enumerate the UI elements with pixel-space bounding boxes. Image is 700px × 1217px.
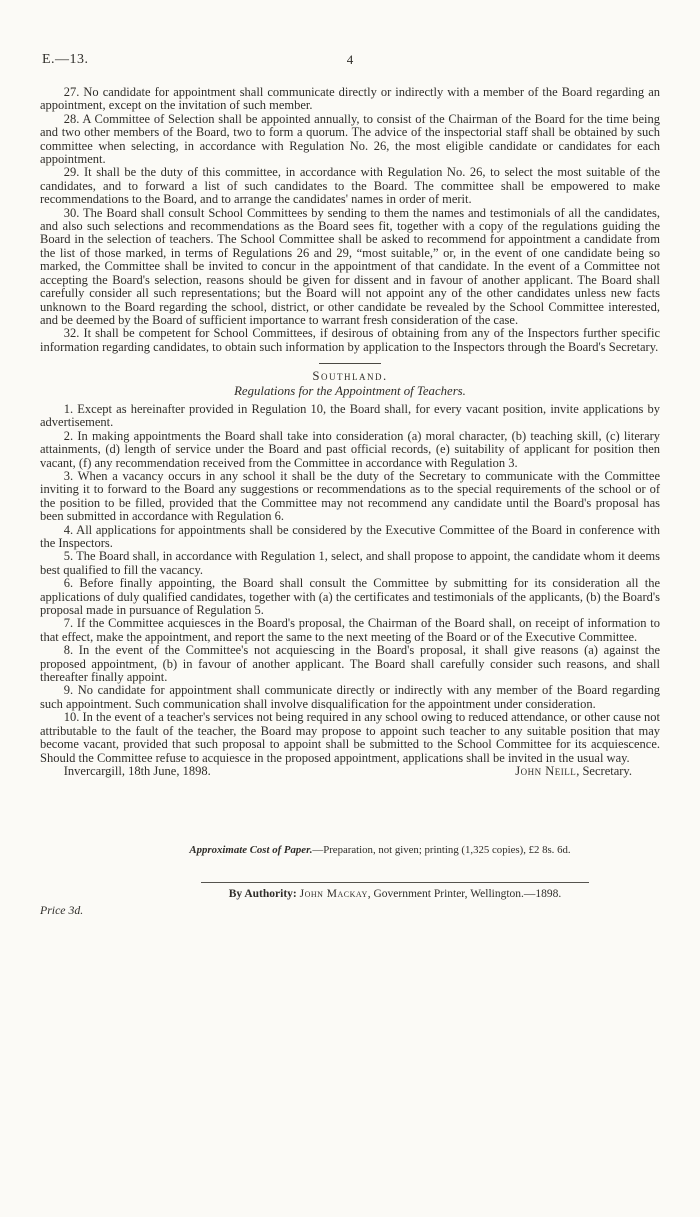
printer-name: John Mackay [299,888,368,901]
cost-note-label: Approximate Cost of Paper. [189,844,313,857]
regulation-2: 2. In making appointments the Board shall take into consideration (a) moral character, (b) teaching skill, (c) literary attainments, (d) length of service under the Board and past official records, (e) suitability of applicant for position then vacant, (f) any recommendation received from the Committee in accordance with Regulation 3. [40,428,660,470]
page-header [40,52,660,70]
cost-note-detail: —Preparation, not given; printing (1,325 copies), £2 8s. 6d. [312,844,571,857]
regulation-3: 3. When a vacancy occurs in any school it shall be the duty of the Secretary to communicate with the Committee inviting it to forward to the Board any suggestions or recommendations as to the special requirements of the school or of the position to be filled, provided that the Committee may not recommend any candidate until the Board's proposal has been submitted in accordance with Regulation 6. [40,468,660,524]
paragraph-29: 29. It shall be the duty of this committee, in accordance with Regulation No. 26, to select the most suitable of the candidates, and to forward a list of such candidates to the Board. The committee shall be empowered to make recommendations to the Board, and to arrange the candidates' names in order of merit. [40,165,660,207]
cost-note [40,844,660,856]
authority-line [40,888,660,900]
signature-row [40,765,660,778]
regulation-6: 6. Before finally appointing, the Board shall consult the Committee by submitting for its consideration all the applications of duly qualified candidates, together with (a) the certificates and testimonials of the applicants, (b) the Board's proposal made in pursuance of Regulation 5. [40,576,660,618]
footer-divider [201,882,589,883]
secretary-name: John Neill [515,763,577,778]
page-number: 4 [346,52,354,67]
regulation-10: 10. In the event of a teacher's services not being required in any school owing to reduced attendance, or other cause not attributable to the fault of the teacher, the Board may propose to appoint such teacher to any suitable position that may become vacant, provided that such proposal to appoint shall be submitted to the School Committee for its acquiescence. Should the Committee refuse to acquiesce in the proposed appointment, applications shall be invited in the usual way. [40,710,660,765]
section-divider [319,363,381,364]
regulation-5: 5. The Board shall, in accordance with Regulation 1, select, and shall propose to appoint, the candidate whom it deems best qualified to fill the vacancy. [40,549,660,577]
section-subheading: Regulations for the Appointment of Teachers. [234,383,466,398]
signature-place-date: Invercargill, 18th June, 1898. [63,763,211,778]
regulation-1: 1. Except as hereinafter provided in Regulation 10, the Board shall, for every vacant position, invite applications by advertisement. [40,401,660,430]
authority-prefix: By Authority: [228,888,300,901]
regulation-8: 8. In the event of the Committee's not acquiescing in the Board's proposal, it shall give reasons (a) against the proposed appointment, (b) in favour of another applicant. The Board shall carefully consider such reasons, and shall thereafter finally appoint. [40,643,660,685]
signature-name [515,765,632,778]
regulation-9: 9. No candidate for appointment shall communicate directly or indirectly with any member of the Board regarding such appointment. Such communication shall involve disqualification for the appointment under consideration. [40,683,660,711]
section-heading: Southland. [312,369,388,384]
document-body [40,86,660,778]
secretary-title: , Secretary. [576,763,632,778]
paragraph-30: 30. The Board shall consult School Committees by sending to them the names and testimonials of all the candidates, and also such selections and recommendations as the Board sees fit, together with a copy of the regulations guiding the Board in the selection of teachers. The School Committee shall be asked to recommend for appointment a candidate from the list of those marked, in terms of Regulations 26 and 29, “most suitable,” or, in the event of one candidate being so marked, the Committee shall be invited to concur in the appointment of that candidate. In the event of a Committee not accepting the Board's selection, reasons should be given for dissent and in favour of another applicant. The Board shall carefully consider all such representations; but the Board will not appoint any of the other candidates unless new facts unknown to the Board regarding the school, district, or other candidate be revealed by the School Committee interested, and be deemed by the Board of sufficient importance to warrant fresh consideration of the case. [40,205,660,327]
page-footer [40,844,660,918]
price-note: Price 3d. [40,903,84,918]
paragraph-28: 28. A Committee of Selection shall be appointed annually, to consist of the Chairman of the Board for the time being and two other members of the Board, two to form a quorum. The advice of the inspectorial staff shall be obtained by such committee when selecting, in accordance with Regulation No. 26, the most eligible candidate or candidates for each appointment. [40,111,660,167]
authority-suffix: , Government Printer, Wellington.—1898. [367,888,562,901]
paragraph-27: 27. No candidate for appointment shall communicate directly or indirectly with a member of the Board regarding an appointment, except on the invitation of such member. [40,85,660,113]
document-reference: E.—13. [42,52,89,67]
regulation-4: 4. All applications for appointments shall be considered by the Executive Committee of the Board in conference with the Inspectors. [40,522,660,550]
paragraph-32: 32. It shall be competent for School Committees, if desirous of obtaining from any of the Inspectors further specific information regarding candidates, to obtain such information by application to the Inspectors through the Board's Secretary. [40,326,660,354]
regulation-7: 7. If the Committee acquiesces in the Board's proposal, the Chairman of the Board shall, on receipt of information to that effect, make the appointment, and report the same to the next meeting of the Board or of the Executive Committee. [40,616,660,644]
